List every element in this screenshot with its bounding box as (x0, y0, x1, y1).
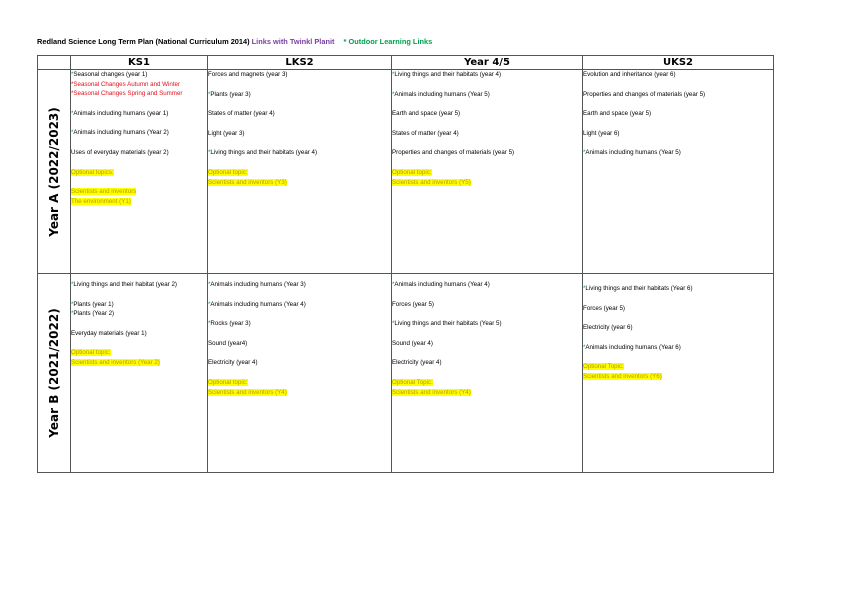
cell-year-b-year-4-5: *Animals including humans (Year 4) Forces (year 5) *Living things and their habitats (Year 5) Sound (year 4) Electricity (year 4) Optional Topic: Scientists and inventors (Y4) (392, 274, 583, 473)
topic-item: Seasonal Changes Spring and Summer (73, 90, 183, 98)
optional-topic-heading: Optional Topic: (583, 363, 624, 371)
topic-item: Electricity (year 4) (208, 359, 258, 367)
topic-item: States of matter (year 4) (208, 110, 275, 118)
optional-topic: Scientists and inventors (Y3) (208, 178, 287, 186)
page-title (37, 37, 432, 46)
topic-item: Light (year 3) (208, 129, 245, 137)
topic-item: Plants (year 1) (73, 300, 114, 308)
cell-year-b-uks2: *Living things and their habitats (Year 6) Forces (year 5) Electricity (year 6) *Animals including humans (Year 6) Optional Topic: Scientists and inventors (Y6) (583, 274, 774, 473)
optional-topic-heading: Optional topics: (71, 168, 114, 176)
topic-item: Seasonal changes (year 1) (73, 71, 148, 78)
optional-topic: The environment (Y1) (71, 197, 131, 205)
topic-item: Earth and space (year 5) (583, 110, 652, 118)
topic-item: Evolution and inheritance (year 6) (583, 71, 676, 78)
cell-year-b-ks1: *Living things and their habitat (year 2) *Plants (year 1) *Plants (Year 2) Everyday materials (year 1) Optional topic: Scientists and inventors (Year 2) (71, 274, 208, 473)
cell-year-b-lks2: *Animals including humans (Year 3) *Animals including humans (Year 4) *Rocks (year 3) Sound (year4) Electricity (year 4) Optional topic: Scientists and inventors (Y4) (208, 274, 392, 473)
optional-topic: Scientists and inventors (71, 188, 137, 196)
topic-item: Forces (year 5) (583, 304, 625, 312)
topic-item: Rocks (year 3) (210, 320, 251, 328)
row-year-a (38, 70, 774, 274)
topic-item: Uses of everyday materials (year 2) (71, 148, 169, 156)
header-lks2: LKS2 (208, 56, 392, 70)
topic-item: Light (year 6) (583, 129, 620, 137)
topic-item: Living things and their habitats (Year 6) (585, 285, 693, 292)
topic-item: Living things and their habitats (year 4) (210, 149, 318, 157)
cell-year-a-ks1: *Seasonal changes (year 1) *Seasonal Changes Autumn and Winter *Seasonal Changes Spring and Summer *Animals including humans (year 1) *Animals including humans (Year 2) Uses of everyday materials (year 2) Optional topics: Scientists and inventors The environment (Y1) (71, 70, 208, 274)
year-b-label: Year B (2021/2022) (47, 308, 61, 438)
topic-item: Seasonal Changes Autumn and Winter (73, 80, 181, 88)
topic-item: Living things and their habitat (year 2) (73, 281, 177, 288)
topic-item: Animals including humans (Year 5) (585, 149, 681, 157)
optional-topic: Scientists and inventors (Year 2) (71, 358, 160, 366)
header-ks1: KS1 (71, 56, 208, 70)
cell-year-a-year-4-5: *Living things and their habitats (year 4) *Animals including humans (Year 5) Earth and space (year 5) States of matter (year 4) Properties and changes of materials (year 5) Optional topic: Scientists and inventors (Y5) (392, 70, 583, 274)
optional-topic: Scientists and inventors (Y4) (208, 388, 287, 396)
topic-item: Sound (year4) (208, 339, 248, 347)
outdoor-links-legend: * Outdoor Learning Links (343, 37, 433, 46)
optional-topic-heading: Optional topic: (208, 378, 248, 386)
topic-item: Forces and magnets (year 3) (208, 71, 288, 78)
topic-item: Plants (Year 2) (73, 310, 115, 318)
optional-topic: Scientists and inventors (Y5) (392, 178, 471, 186)
topic-item: Earth and space (year 5) (392, 110, 461, 118)
row-year-b (38, 274, 774, 473)
optional-topic-heading: Optional Topic: (392, 378, 433, 386)
optional-topic-heading: Optional topic: (71, 349, 111, 357)
optional-topic-heading: Optional topic: (392, 168, 432, 176)
topic-item: States of matter (year 4) (392, 129, 459, 137)
long-term-plan-table (37, 55, 774, 473)
optional-topic: Scientists and inventors (Y6) (583, 372, 662, 380)
topic-item: Plants (year 3) (210, 90, 251, 98)
topic-item: Properties and changes of materials (year 5) (392, 149, 515, 157)
cell-year-a-uks2: Evolution and inheritance (year 6) Properties and changes of materials (year 5) Earth and space (year 5) Light (year 6) *Animals including humans (Year 5) (583, 70, 774, 274)
topic-item: Animals including humans (Year 2) (73, 129, 169, 137)
topic-item: Everyday materials (year 1) (71, 329, 147, 337)
topic-item: Animals including humans (Year 3) (210, 281, 306, 288)
topic-item: Forces (year 5) (392, 300, 434, 308)
twinkl-links-legend: Links with Twinkl Planit (251, 37, 335, 46)
optional-topic-heading: Optional topic: (208, 168, 248, 176)
title-main: Redland Science Long Term Plan (National Curriculum 2014) (37, 37, 250, 46)
header-uks2: UKS2 (583, 56, 774, 70)
row-header-year-b (38, 274, 71, 473)
topic-item: Animals including humans (Year 4) (210, 300, 306, 308)
topic-item: Electricity (year 6) (583, 324, 633, 332)
topic-item: Animals including humans (year 1) (73, 109, 169, 117)
corner-cell (38, 56, 71, 70)
row-header-year-a (38, 70, 71, 274)
header-year-4-5: Year 4/5 (392, 56, 583, 70)
cell-year-a-lks2: Forces and magnets (year 3) *Plants (year 3) States of matter (year 4) Light (year 3) *Living things and their habitats (year 4) Optional topic: Scientists and inventors (Y3) (208, 70, 392, 274)
topic-item: Animals including humans (Year 5) (394, 90, 490, 98)
topic-item: Animals including humans (Year 4) (394, 281, 490, 288)
header-row (38, 56, 774, 70)
topic-item: Sound (year 4) (392, 339, 433, 347)
topic-item: Animals including humans (Year 6) (585, 343, 681, 351)
topic-item: Living things and their habitats (year 4) (394, 71, 502, 78)
topic-item: Electricity (year 4) (392, 359, 442, 367)
optional-topic: Scientists and inventors (Y4) (392, 388, 471, 396)
topic-item: Properties and changes of materials (year 5) (583, 90, 706, 98)
year-a-label: Year A (2022/2023) (47, 106, 61, 237)
topic-item: Living things and their habitats (Year 5) (394, 320, 502, 328)
